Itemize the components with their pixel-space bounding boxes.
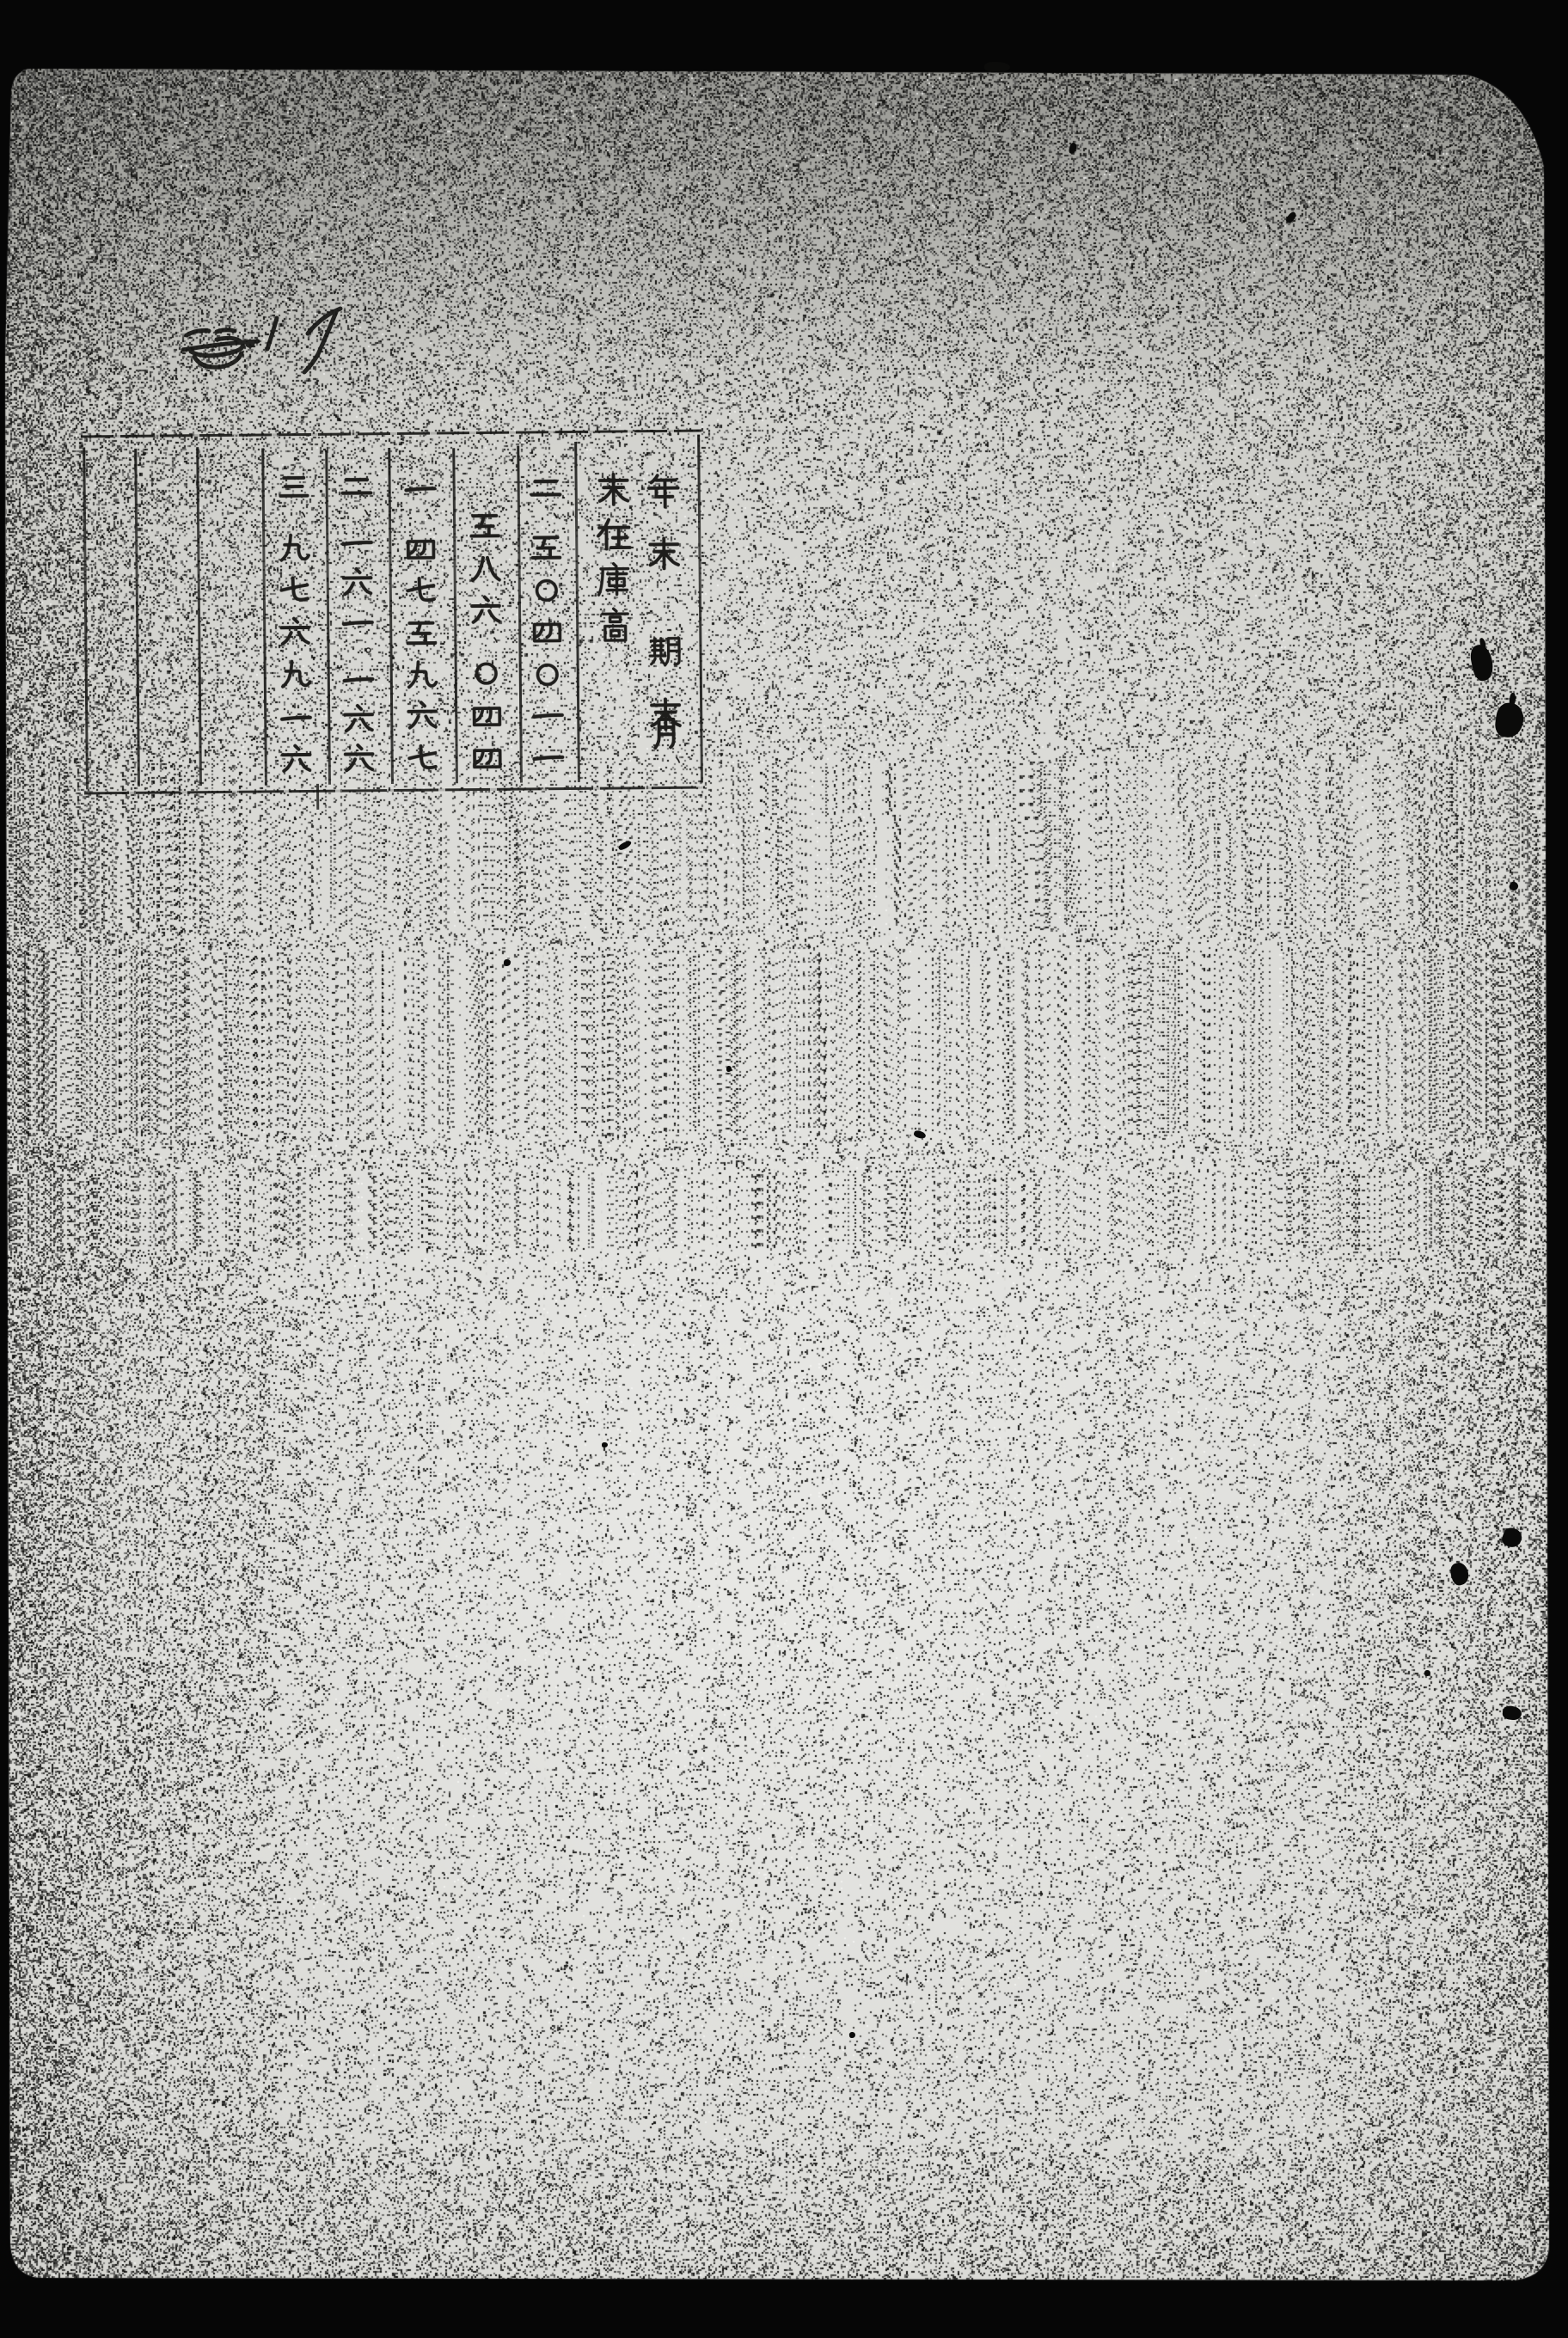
- kanji-glyph: [530, 613, 564, 649]
- kanji-glyph: [279, 699, 313, 735]
- kanji-glyph: [646, 713, 684, 753]
- table-border-left: [83, 447, 88, 789]
- ink-speck: [1508, 880, 1519, 891]
- kanji-glyph: [530, 738, 565, 774]
- kanji-glyph: [340, 564, 375, 600]
- table-grid-line: [196, 447, 201, 786]
- ink-speck: [617, 840, 632, 852]
- kanji-glyph: [669, 596, 686, 609]
- kanji-glyph: [469, 592, 503, 628]
- table-grid-line: [134, 449, 139, 786]
- kanji-glyph: [277, 529, 311, 565]
- table-value-column-1: [526, 468, 567, 774]
- table-bottom-border: [84, 786, 705, 795]
- handwritten-annotation-strokes: [170, 291, 351, 385]
- kanji-glyph: [646, 631, 683, 670]
- table-grid-line: [517, 446, 522, 783]
- ink-speck: [504, 959, 511, 966]
- kanji-glyph: [358, 507, 376, 520]
- table-border-right: [697, 435, 702, 783]
- ink-speck: [1500, 1526, 1524, 1550]
- kanji-glyph: [469, 696, 504, 732]
- kanji-glyph: [595, 560, 633, 599]
- table-bottom-tick: [316, 784, 319, 810]
- ink-speck: [1285, 211, 1298, 224]
- table-value-column-4: [337, 467, 377, 776]
- ink-speck: [1449, 1561, 1471, 1587]
- kanji-glyph: [469, 654, 504, 690]
- kanji-glyph: [487, 634, 505, 647]
- inventory-table: [81, 430, 705, 824]
- kanji-glyph: [405, 656, 439, 692]
- kanji-glyph: [671, 756, 688, 768]
- ink-speck: [984, 61, 1010, 72]
- kanji-glyph: [405, 739, 439, 775]
- table-grid-line: [574, 442, 579, 782]
- kanji-glyph: [529, 529, 563, 566]
- ink-speck: [849, 2032, 855, 2038]
- kanji-glyph: [468, 507, 502, 543]
- kanji-glyph: [404, 572, 438, 609]
- kanji-glyph: [530, 571, 564, 607]
- ink-speck: [1068, 142, 1077, 155]
- kanji-glyph: [528, 468, 562, 505]
- kanji-glyph: [405, 698, 439, 734]
- kanji-glyph: [530, 696, 565, 732]
- kanji-glyph: [341, 740, 376, 776]
- table-grid-line: [261, 448, 266, 785]
- kanji-glyph: [596, 605, 634, 645]
- table-grid-line: [325, 450, 330, 785]
- ink-speck: [602, 1442, 608, 1447]
- kanji-glyph: [276, 468, 310, 504]
- table-grid-line: [388, 448, 393, 784]
- kanji-glyph: [404, 614, 438, 650]
- kanji-glyph: [341, 660, 376, 696]
- kanji-glyph: [340, 603, 375, 640]
- kanji-glyph: [341, 701, 376, 737]
- table-value-column-3: [401, 469, 441, 775]
- kanji-glyph: [468, 549, 502, 585]
- table-grid-line: [452, 448, 457, 783]
- kanji-glyph: [339, 467, 373, 503]
- kanji-glyph: [296, 510, 313, 523]
- kanji-glyph: [645, 533, 683, 572]
- kanji-glyph: [278, 614, 312, 650]
- kanji-glyph: [530, 655, 565, 691]
- table-value-column-5: [274, 468, 315, 777]
- kanji-glyph: [279, 741, 313, 777]
- kanji-glyph: [595, 514, 633, 554]
- ink-speck: [1424, 1670, 1430, 1676]
- kanji-glyph: [644, 471, 682, 511]
- table-header-line1-lower: [644, 713, 687, 756]
- handwritten-annotation: [170, 291, 351, 389]
- ink-speck: [726, 1066, 732, 1072]
- kanji-glyph: [402, 469, 437, 505]
- table-header-line2: [591, 468, 636, 645]
- ink-speck: [913, 1129, 927, 1140]
- table-value-column-2: [466, 507, 506, 775]
- ink-speck: [1502, 1705, 1522, 1722]
- kanji-glyph: [340, 523, 374, 560]
- kanji-glyph: [278, 572, 312, 608]
- kanji-glyph: [594, 468, 632, 508]
- kanji-glyph: [279, 656, 313, 692]
- kanji-glyph: [548, 511, 565, 523]
- kanji-glyph: [469, 739, 504, 775]
- kanji-glyph: [359, 644, 377, 657]
- ink-speck: [1493, 701, 1525, 739]
- kanji-glyph: [422, 511, 439, 524]
- kanji-glyph: [403, 530, 438, 566]
